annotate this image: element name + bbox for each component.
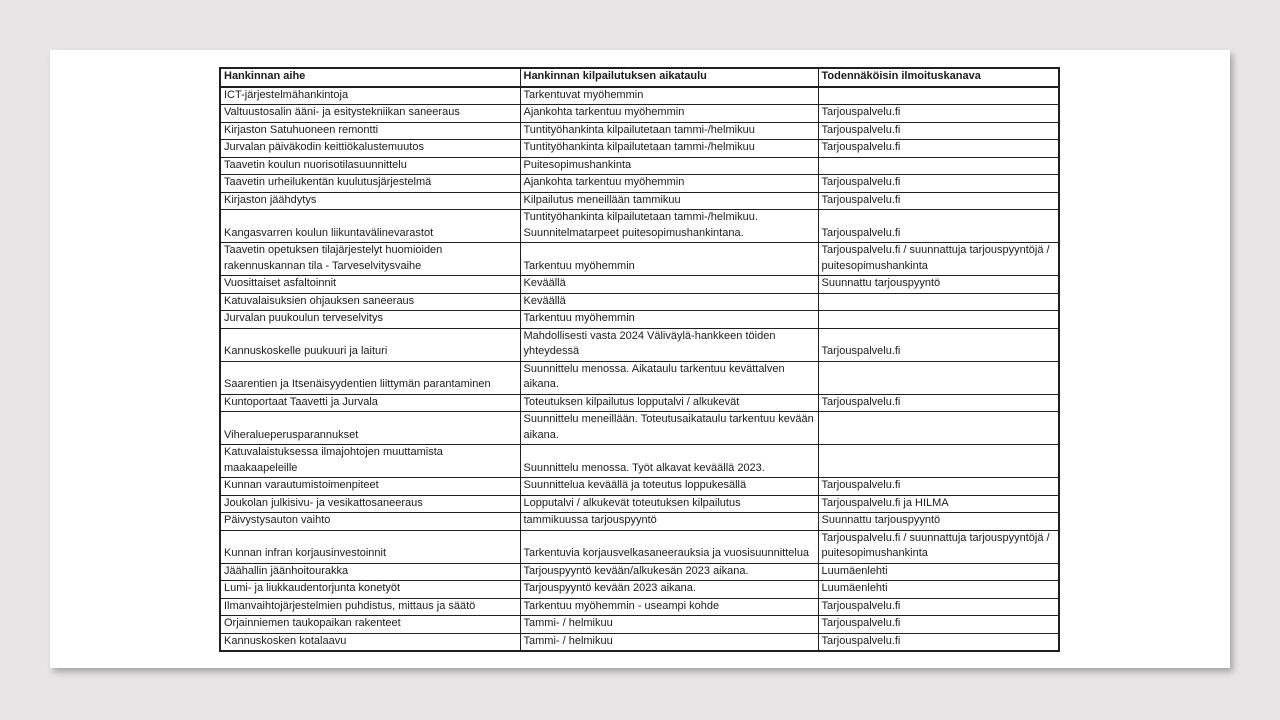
cell-schedule: Tarjouspyyntö kevään/alkukesän 2023 aikana. — [520, 563, 818, 581]
cell-schedule: Ajankohta tarkentuu myöhemmin — [520, 175, 818, 193]
table-row — [220, 394, 1059, 412]
table-row — [220, 530, 1059, 563]
cell-subject: Valtuustosalin ääni- ja esitystekniikan saneeraus — [220, 105, 520, 123]
cell-schedule: Mahdollisesti vasta 2024 Väliväylä-hankkeen töiden yhteydessä — [520, 328, 818, 361]
cell-schedule: Puitesopimushankinta — [520, 157, 818, 175]
cell-subject: Taavetin opetuksen tilajärjestelyt huomioiden rakennuskannan tila - Tarveselvitysvaihe — [220, 243, 520, 276]
cell-schedule: Tarkentuvia korjausvelkasaneerauksia ja vuosisuunnittelua — [520, 530, 818, 563]
table-row — [220, 581, 1059, 599]
cell-schedule: Suunnittelua keväällä ja toteutus loppukesällä — [520, 478, 818, 496]
cell-subject: Jäähallin jäänhoitourakka — [220, 563, 520, 581]
cell-channel: Tarjouspalvelu.fi — [818, 210, 1059, 243]
cell-channel: Suunnattu tarjouspyyntö — [818, 513, 1059, 531]
cell-channel — [818, 361, 1059, 394]
cell-channel: Luumäenlehti — [818, 581, 1059, 599]
table-row — [220, 243, 1059, 276]
table-row — [220, 616, 1059, 634]
cell-channel: Tarjouspalvelu.fi / suunnattuja tarjouspyyntöjä / puitesopimushankinta — [818, 530, 1059, 563]
cell-channel: Tarjouspalvelu.fi — [818, 616, 1059, 634]
table-row — [220, 513, 1059, 531]
cell-schedule: Tammi- / helmikuu — [520, 633, 818, 651]
table-row — [220, 598, 1059, 616]
cell-channel: Tarjouspalvelu.fi — [818, 598, 1059, 616]
cell-schedule: Tammi- / helmikuu — [520, 616, 818, 634]
cell-channel: Tarjouspalvelu.fi — [818, 633, 1059, 651]
cell-subject: Kunnan infran korjausinvestoinnit — [220, 530, 520, 563]
cell-schedule: Tarkentuvat myöhemmin — [520, 87, 818, 105]
column-header-schedule: Hankinnan kilpailutuksen aikataulu — [520, 68, 818, 87]
cell-channel: Tarjouspalvelu.fi — [818, 192, 1059, 210]
table-row — [220, 495, 1059, 513]
cell-channel: Tarjouspalvelu.fi — [818, 140, 1059, 158]
table-row — [220, 563, 1059, 581]
cell-subject: Jurvalan päiväkodin keittiökalustemuutos — [220, 140, 520, 158]
cell-subject: Katuvalaisuksien ohjauksen saneeraus — [220, 293, 520, 311]
cell-subject: Katuvalaistuksessa ilmajohtojen muuttamista maakaapeleille — [220, 445, 520, 478]
table-row — [220, 157, 1059, 175]
cell-channel — [818, 293, 1059, 311]
cell-channel: Suunnattu tarjouspyyntö — [818, 276, 1059, 294]
cell-schedule: Tarkentuu myöhemmin - useampi kohde — [520, 598, 818, 616]
table-row — [220, 192, 1059, 210]
cell-channel: Tarjouspalvelu.fi — [818, 105, 1059, 123]
cell-schedule: Tuntityöhankinta kilpailutetaan tammi-/helmikuu. Suunnitelmatarpeet puitesopimushankintana. — [520, 210, 818, 243]
cell-channel: Tarjouspalvelu.fi ja HILMA — [818, 495, 1059, 513]
procurement-table — [219, 67, 1060, 652]
cell-subject: Jurvalan puukoulun terveselvitys — [220, 311, 520, 329]
column-header-subject: Hankinnan aihe — [220, 68, 520, 87]
cell-channel — [818, 412, 1059, 445]
cell-schedule: Tarjouspyyntö kevään 2023 aikana. — [520, 581, 818, 599]
cell-subject: ICT-järjestelmähankintoja — [220, 87, 520, 105]
cell-subject: Kannuskosken kotalaavu — [220, 633, 520, 651]
table-row — [220, 210, 1059, 243]
table-row — [220, 328, 1059, 361]
cell-schedule: Lopputalvi / alkukevät toteutuksen kilpailutus — [520, 495, 818, 513]
cell-schedule: Tuntityöhankinta kilpailutetaan tammi-/helmikuu — [520, 122, 818, 140]
cell-subject: Kirjaston Satuhuoneen remontti — [220, 122, 520, 140]
column-header-channel: Todennäköisin ilmoituskanava — [818, 68, 1059, 87]
cell-schedule: Suunnittelu menossa. Työt alkavat keväällä 2023. — [520, 445, 818, 478]
cell-schedule: Tarkentuu myöhemmin — [520, 243, 818, 276]
cell-schedule: Tarkentuu myöhemmin — [520, 311, 818, 329]
table-row — [220, 478, 1059, 496]
table-row — [220, 445, 1059, 478]
cell-subject: Kirjaston jäähdytys — [220, 192, 520, 210]
cell-subject: Kangasvarren koulun liikuntavälinevarastot — [220, 210, 520, 243]
cell-channel — [818, 87, 1059, 105]
cell-subject: Taavetin urheilukentän kuulutusjärjestelmä — [220, 175, 520, 193]
cell-channel — [818, 157, 1059, 175]
cell-channel: Tarjouspalvelu.fi — [818, 394, 1059, 412]
cell-subject: Päivystysauton vaihto — [220, 513, 520, 531]
cell-subject: Orjainniemen taukopaikan rakenteet — [220, 616, 520, 634]
document-page — [50, 50, 1230, 668]
cell-subject: Kunnan varautumistoimenpiteet — [220, 478, 520, 496]
header-row — [220, 68, 1059, 87]
cell-schedule: Keväällä — [520, 293, 818, 311]
cell-channel: Tarjouspalvelu.fi — [818, 478, 1059, 496]
cell-subject: Taavetin koulun nuorisotilasuunnittelu — [220, 157, 520, 175]
cell-channel: Tarjouspalvelu.fi — [818, 122, 1059, 140]
cell-channel: Luumäenlehti — [818, 563, 1059, 581]
cell-subject: Kannuskoskelle puukuuri ja laituri — [220, 328, 520, 361]
table-row — [220, 311, 1059, 329]
cell-channel: Tarjouspalvelu.fi / suunnattuja tarjouspyyntöjä / puitesopimushankinta — [818, 243, 1059, 276]
cell-channel — [818, 311, 1059, 329]
cell-subject: Lumi- ja liukkaudentorjunta konetyöt — [220, 581, 520, 599]
cell-channel: Tarjouspalvelu.fi — [818, 328, 1059, 361]
table-row — [220, 293, 1059, 311]
cell-subject: Saarentien ja Itsenäisyydentien liittymän parantaminen — [220, 361, 520, 394]
cell-subject: Viheralueperusparannukset — [220, 412, 520, 445]
cell-subject: Ilmanvaihtojärjestelmien puhdistus, mittaus ja säätö — [220, 598, 520, 616]
procurement-table-container — [219, 67, 1060, 652]
table-row — [220, 361, 1059, 394]
table-row — [220, 175, 1059, 193]
cell-schedule: Suunnittelu menossa. Aikataulu tarkentuu kevättalven aikana. — [520, 361, 818, 394]
cell-schedule: tammikuussa tarjouspyyntö — [520, 513, 818, 531]
cell-subject: Vuosittaiset asfaltoinnit — [220, 276, 520, 294]
cell-schedule: Suunnittelu meneillään. Toteutusaikataulu tarkentuu kevään aikana. — [520, 412, 818, 445]
cell-channel — [818, 445, 1059, 478]
table-row — [220, 87, 1059, 105]
table-row — [220, 276, 1059, 294]
table-row — [220, 105, 1059, 123]
cell-schedule: Keväällä — [520, 276, 818, 294]
cell-schedule: Ajankohta tarkentuu myöhemmin — [520, 105, 818, 123]
table-row — [220, 140, 1059, 158]
cell-schedule: Kilpailutus meneillään tammikuu — [520, 192, 818, 210]
table-row — [220, 122, 1059, 140]
cell-subject: Kuntoportaat Taavetti ja Jurvala — [220, 394, 520, 412]
cell-schedule: Toteutuksen kilpailutus lopputalvi / alkukevät — [520, 394, 818, 412]
cell-schedule: Tuntityöhankinta kilpailutetaan tammi-/helmikuu — [520, 140, 818, 158]
table-row — [220, 412, 1059, 445]
cell-subject: Joukolan julkisivu- ja vesikattosaneeraus — [220, 495, 520, 513]
table-row — [220, 633, 1059, 651]
cell-channel: Tarjouspalvelu.fi — [818, 175, 1059, 193]
